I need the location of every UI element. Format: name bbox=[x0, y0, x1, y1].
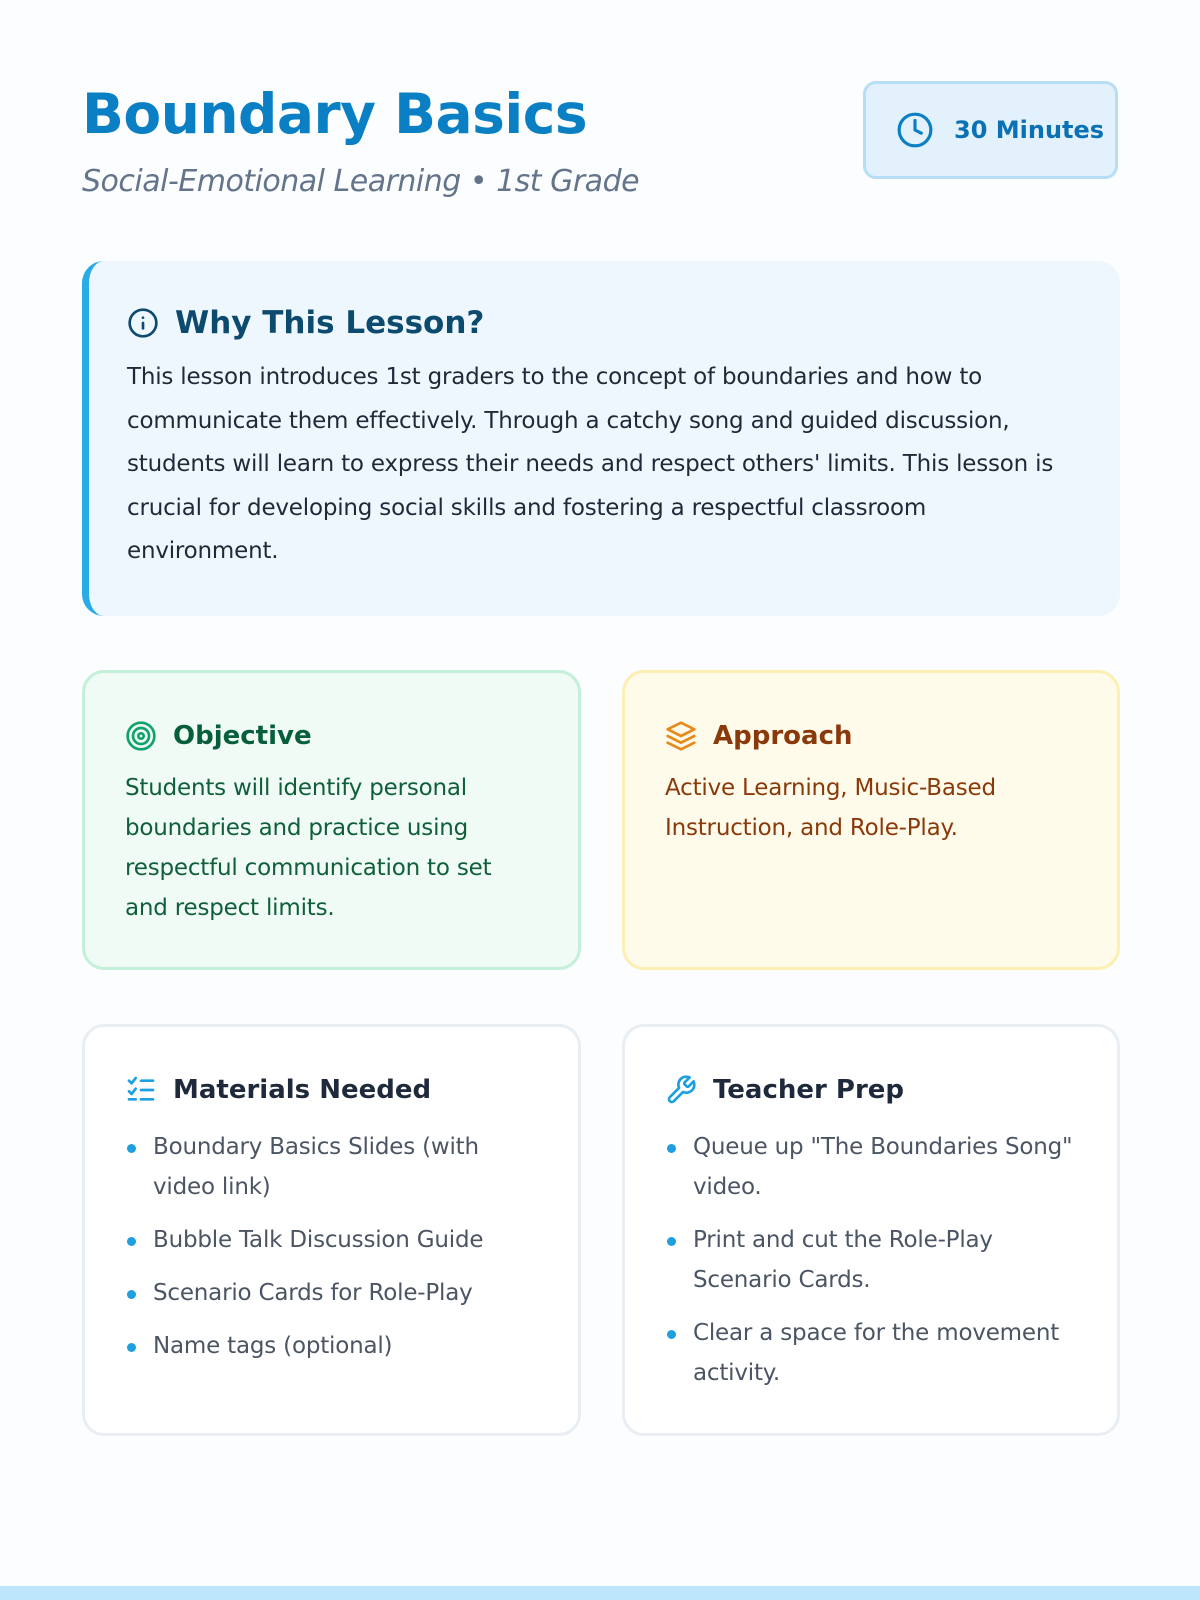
why-heading-row bbox=[127, 301, 1080, 345]
prep-list bbox=[665, 1127, 1077, 1393]
materials-heading-row bbox=[125, 1071, 538, 1109]
approach-card bbox=[622, 670, 1120, 970]
objective-body: Students will identify personal boundaries and practice using respectful communication to set and respect limits. bbox=[125, 775, 492, 921]
approach-heading-row bbox=[665, 717, 1077, 755]
duration-badge bbox=[863, 81, 1118, 179]
clock-icon bbox=[896, 111, 934, 149]
wrench-icon bbox=[665, 1074, 697, 1106]
info-icon bbox=[127, 307, 159, 339]
materials-list bbox=[125, 1127, 538, 1366]
page-title: Boundary Basics bbox=[82, 82, 588, 146]
list-item: Bubble Talk Discussion Guide bbox=[125, 1220, 538, 1260]
why-body: This lesson introduces 1st graders to the concept of boundaries and how to communicate them effectively. Through a catchy song and guided discussion, students will learn to express their needs and respect others' limits. This lesson is crucial for developing social skills and fostering a respectful classroom environment. bbox=[127, 364, 1054, 564]
materials-card bbox=[82, 1024, 581, 1436]
page-subtitle: Social-Emotional Learning • 1st Grade bbox=[82, 164, 640, 199]
approach-body: Active Learning, Music-Based Instruction, and Role-Play. bbox=[665, 775, 996, 841]
list-item: Scenario Cards for Role-Play bbox=[125, 1273, 538, 1313]
teacher-prep-card bbox=[622, 1024, 1120, 1436]
duration-label: 30 Minutes bbox=[954, 116, 1105, 144]
approach-heading: Approach bbox=[713, 721, 853, 751]
objective-heading: Objective bbox=[173, 721, 312, 751]
bottom-accent-bar bbox=[0, 1586, 1200, 1600]
materials-heading: Materials Needed bbox=[173, 1075, 432, 1105]
list-item: Boundary Basics Slides (with video link) bbox=[125, 1127, 538, 1207]
prep-heading: Teacher Prep bbox=[713, 1075, 905, 1105]
why-heading: Why This Lesson? bbox=[175, 305, 485, 341]
list-item: Queue up "The Boundaries Song" video. bbox=[665, 1127, 1077, 1207]
objective-card bbox=[82, 670, 581, 970]
why-this-lesson-card bbox=[82, 261, 1120, 616]
checklist-icon bbox=[125, 1074, 157, 1106]
list-item: Name tags (optional) bbox=[125, 1326, 538, 1366]
list-item: Print and cut the Role-Play Scenario Cards. bbox=[665, 1220, 1077, 1300]
list-item: Clear a space for the movement activity. bbox=[665, 1313, 1077, 1393]
objective-heading-row bbox=[125, 717, 538, 755]
layers-icon bbox=[665, 720, 697, 752]
prep-heading-row bbox=[665, 1071, 1077, 1109]
target-icon bbox=[125, 720, 157, 752]
